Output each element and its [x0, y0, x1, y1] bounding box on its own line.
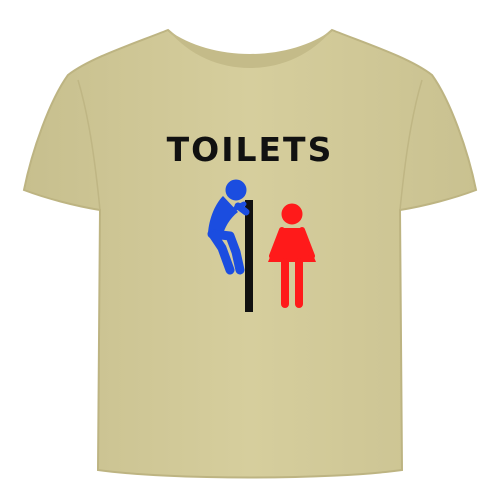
divider-post	[245, 200, 253, 312]
shirt-print-title: TOILETS	[166, 130, 334, 169]
